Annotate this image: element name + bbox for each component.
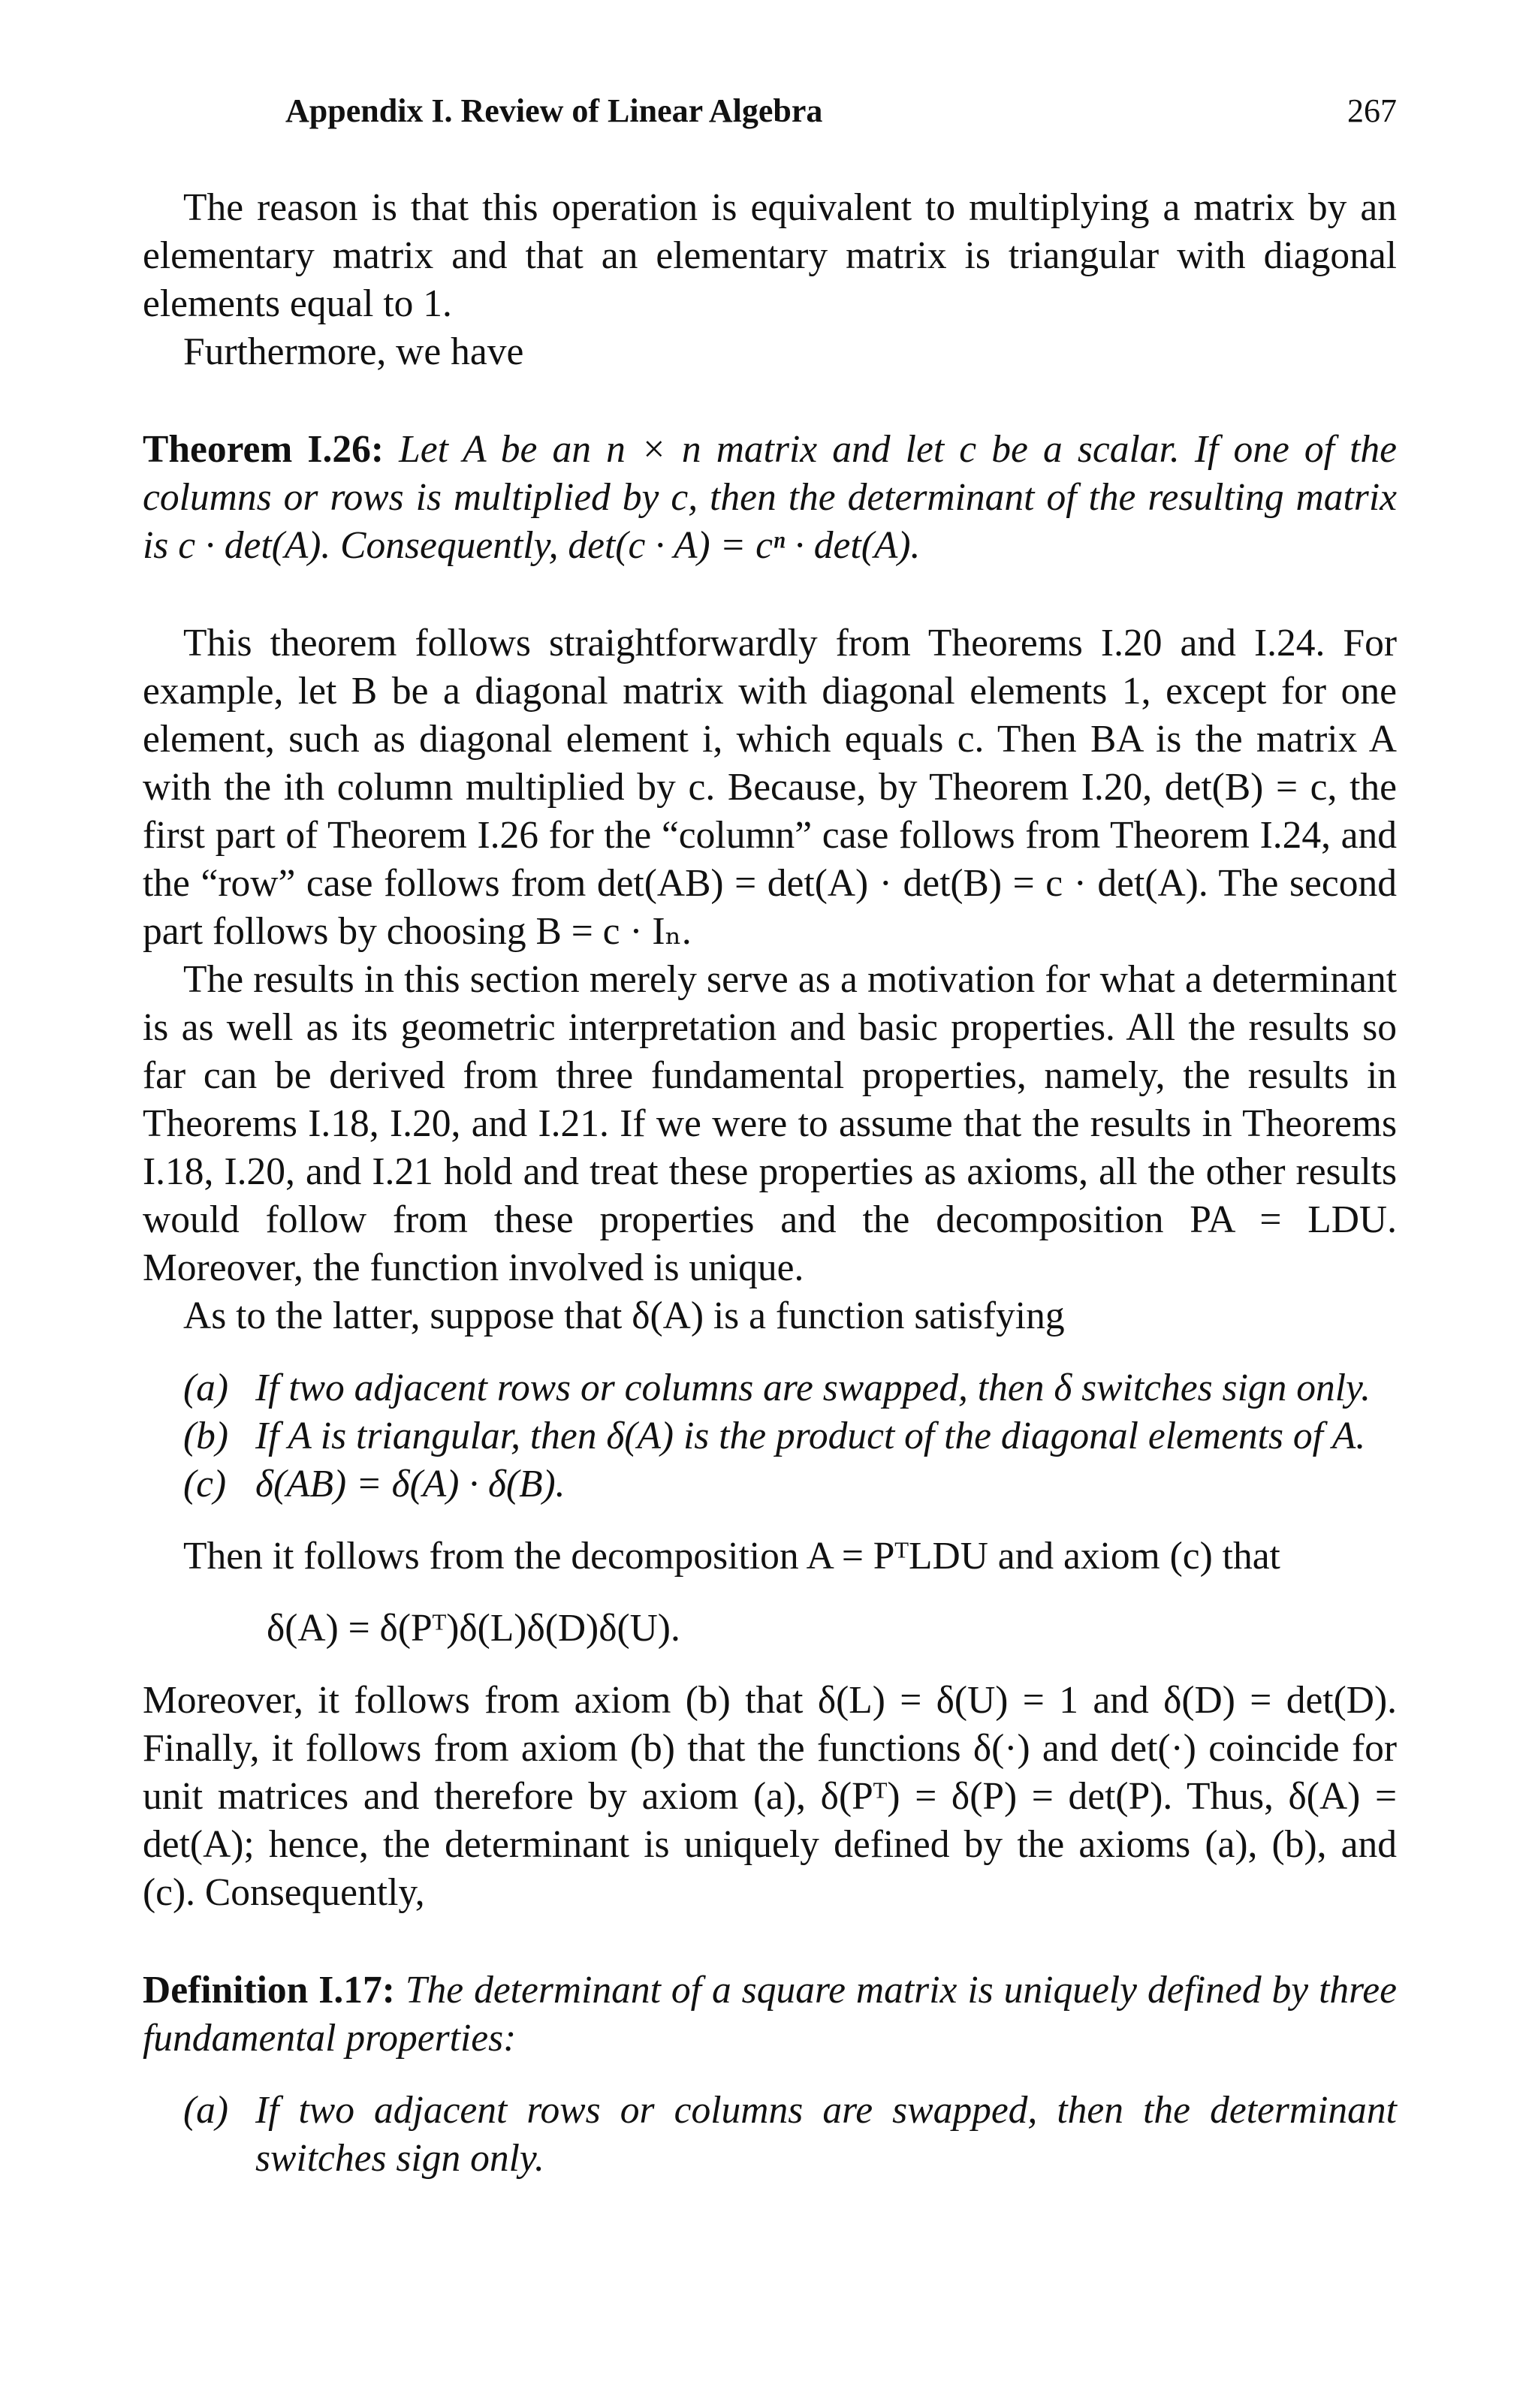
- definition-list: [143, 2087, 1397, 2183]
- paragraph-7: Moreover, it follows from axiom (b) that δ(L) = δ(U) = 1 and δ(D) = det(D). Finally, it follows from axiom (b) that the functions δ(·) and det(·) coincide for unit matrices and therefore by axiom (a), δ(Pᵀ) = δ(P) = det(P). Thus, δ(A) = det(A); hence, the determinant is uniquely defined by the axioms (a), (b), and (c). Consequently,: [143, 1679, 1397, 1914]
- chapter-title: Appendix I. Review of Linear Algebra: [285, 92, 823, 129]
- theorem-label: Theorem I.26:: [143, 428, 384, 471]
- axiom-text: If A is triangular, then δ(A) is the product of the diagonal elements of A.: [255, 1415, 1366, 1457]
- theorem-block: [143, 426, 1397, 570]
- display-equation: δ(A) = δ(Pᵀ)δ(L)δ(D)δ(U).: [267, 1607, 680, 1650]
- definition-item: [143, 2087, 1397, 2183]
- axiom-marker: (b): [183, 1415, 229, 1457]
- axiom-item: [143, 1364, 1397, 1412]
- definition-marker: (a): [183, 2089, 229, 2132]
- page-body: [143, 184, 1397, 2183]
- running-header: [285, 90, 1397, 132]
- paragraph-5: As to the latter, suppose that δ(A) is a function satisfying: [183, 1294, 1065, 1337]
- paragraph-2: Furthermore, we have: [183, 330, 524, 373]
- axiom-marker: (a): [183, 1367, 229, 1409]
- axiom-text: If two adjacent rows or columns are swapped, then δ switches sign only.: [255, 1367, 1371, 1409]
- paragraph-1: The reason is that this operation is equivalent to multiplying a matrix by an elementary matrix and that an elementary matrix is triangular with diagonal elements equal to 1.: [143, 186, 1397, 325]
- definition-block: [143, 1966, 1397, 2063]
- paragraph-6: Then it follows from the decomposition A = PᵀLDU and axiom (c) that: [183, 1535, 1280, 1578]
- definition-text: The determinant of a square matrix is uniquely defined by three fundamental properties:: [143, 1969, 1398, 2060]
- axiom-marker: (c): [183, 1463, 227, 1505]
- axiom-list: [143, 1364, 1397, 1508]
- paragraph-3: This theorem follows straightforwardly from Theorems I.20 and I.24. For example, let B be a diagonal matrix with diagonal elements 1, except for one element, such as diagonal element i, which equals c. Then BA is the matrix A with the ith column multiplied by c. Because, by Theorem I.20, det(B) = c, the first part of Theorem I.26 for the “column” case follows from Theorem I.24, and the “row” case follows from det(AB) = det(A) · det(B) = c · det(A). The second part follows by choosing B = c · Iₙ.: [143, 622, 1397, 953]
- page-number: 267: [1347, 92, 1397, 129]
- axiom-item: [143, 1412, 1397, 1460]
- axiom-text: δ(AB) = δ(A) · δ(B).: [255, 1463, 565, 1505]
- paragraph-4: The results in this section merely serve as a motivation for what a determinant is as well as its geometric interpretation and basic properties. All the results so far can be derived from three fundamental properties, namely, the results in Theorems I.18, I.20, and I.21. If we were to assume that the results in Theorems I.18, I.20, and I.21 hold and treat these properties as axioms, all the other results would follow from these properties and the decomposition PA = LDU. Moreover, the function involved is unique.: [143, 958, 1397, 1289]
- definition-item-text: If two adjacent rows or columns are swapped, then the determinant switches sign only.: [255, 2089, 1397, 2180]
- definition-label: Definition I.17:: [143, 1969, 395, 2012]
- theorem-text: Let A be an n × n matrix and let c be a scalar. If one of the columns or rows is multiplied by c, then the determinant of the resulting matrix is c · det(A). Consequently, det(c · A) = cⁿ · det(A).: [143, 428, 1398, 567]
- axiom-item: [143, 1460, 1397, 1508]
